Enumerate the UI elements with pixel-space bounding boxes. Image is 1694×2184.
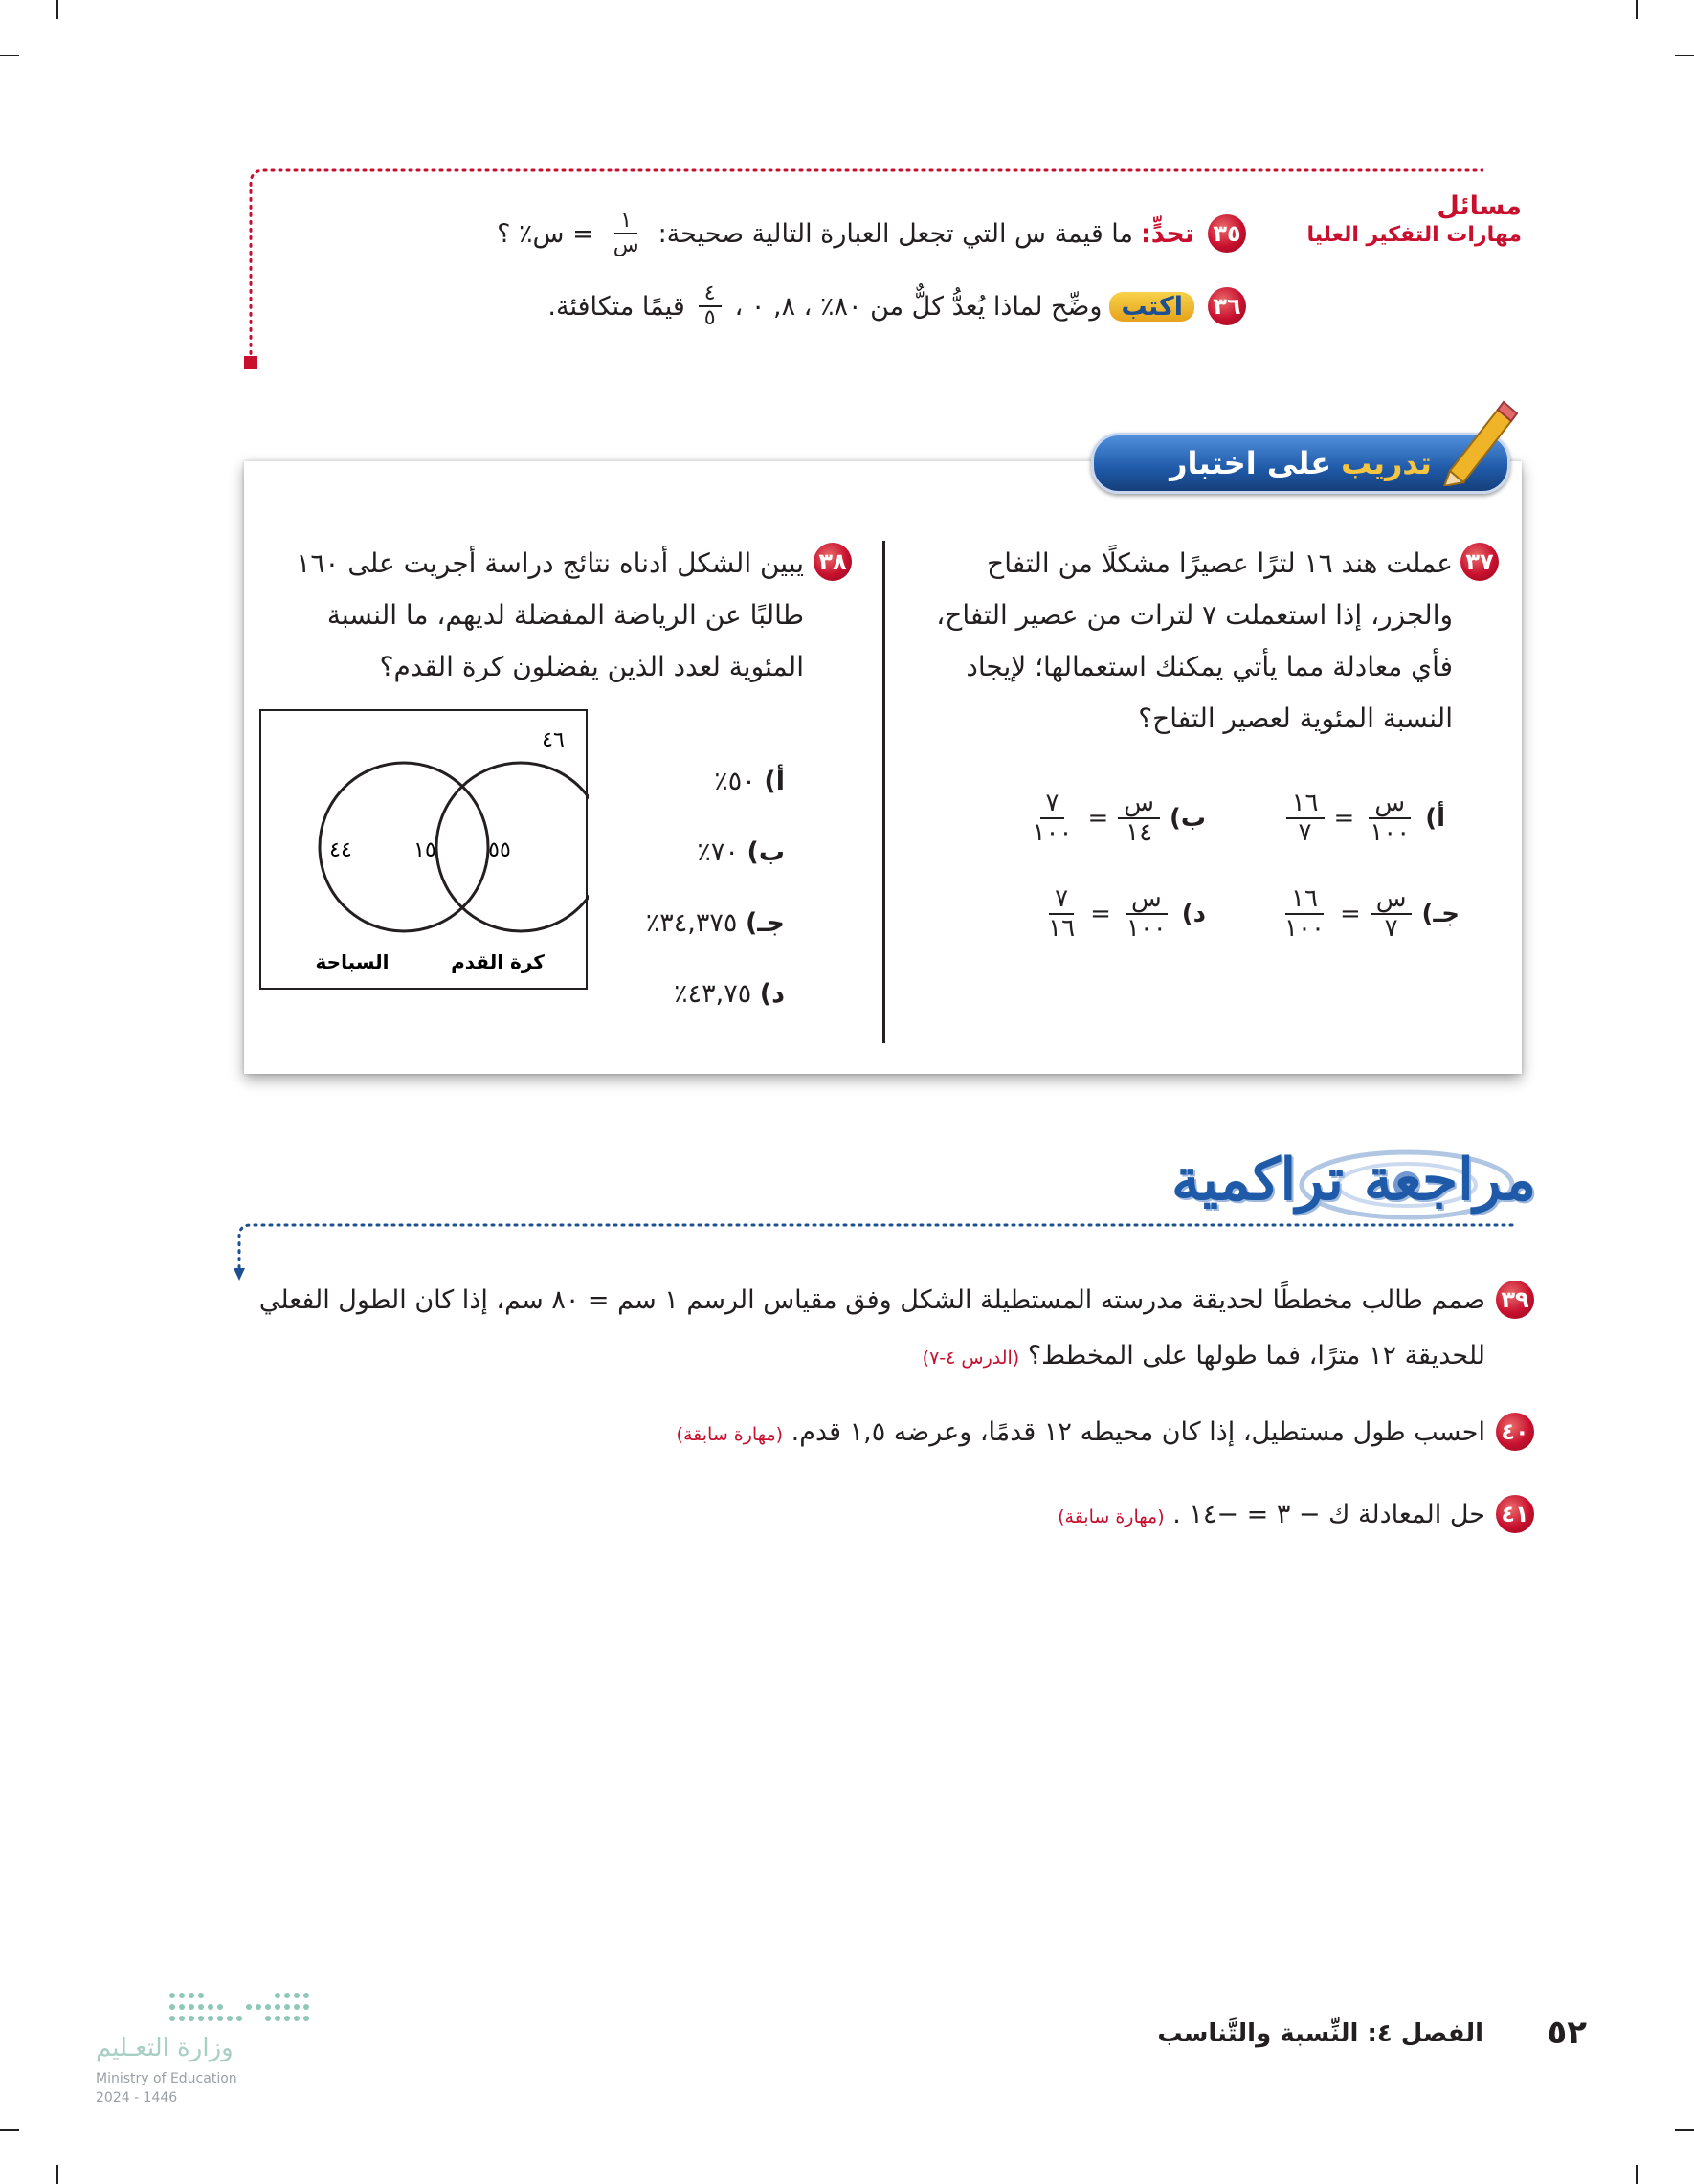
option-value: ٤٣,٧٥٪ xyxy=(674,979,752,1009)
skill-reference: (مهارة سابقة) xyxy=(676,1424,784,1445)
venn-right-value: ٥٥ xyxy=(488,838,511,862)
answer-option[interactable] xyxy=(613,747,785,817)
fraction-denominator: ١٤ xyxy=(1126,817,1153,847)
question-number: ٣٨ xyxy=(814,543,852,581)
fraction-denominator: ١٠٠ xyxy=(1126,913,1167,943)
section-title: مسائل xyxy=(1437,191,1522,221)
question-text: احسب طول مستطيل، إذا كان محيطه ١٢ قدمًا، وعرضه ١,٥ قدم. xyxy=(791,1417,1485,1447)
question-text-line: يبين الشكل أدناه نتائج دراسة أجريت على ١٦٠ xyxy=(296,547,804,579)
banner-text: على اختبار xyxy=(1170,445,1332,481)
option-label: أ) xyxy=(1425,803,1445,833)
venn-both-value: ١٥ xyxy=(413,838,436,862)
answer-option[interactable] xyxy=(613,959,785,1030)
question-text-line: للحديقة ١٢ مترًا، فما طولها على المخطط؟ xyxy=(1027,1341,1485,1371)
ministry-name-en: Ministry of Education xyxy=(96,2071,237,2086)
answer-option[interactable]: جـ) $\frac{\text{س}}{٧}$ = $\frac{١٦}{١٠٠}$ xyxy=(1254,885,1460,942)
banner-highlight: تدريب xyxy=(1341,445,1432,481)
dotted-frame xyxy=(239,163,1483,373)
option-label: جـ) xyxy=(1421,899,1460,928)
venn-left-value: ٤٤ xyxy=(329,838,352,862)
fraction xyxy=(1118,790,1160,846)
option-value: ٣٤,٣٧٥٪ xyxy=(645,908,738,938)
question-text-line: عملت هند ١٦ لترًا عصيرًا مشكلًا من التفاح xyxy=(987,547,1453,579)
venn-left-label: السباحة xyxy=(315,950,390,973)
answer-option[interactable] xyxy=(613,888,785,959)
lesson-reference: (الدرس ٤-٧) xyxy=(922,1348,1020,1369)
crop-mark xyxy=(1636,0,1638,19)
venn-right-label: كرة القدم xyxy=(451,950,545,973)
question-number: ٣٦ xyxy=(1208,287,1246,325)
option-label: ب) xyxy=(1169,803,1206,833)
option-label: ب) xyxy=(747,837,785,867)
answer-option[interactable]: أ) $\frac{\text{س}}{١٠٠}$ = $\frac{١٦}{٧}$ xyxy=(1254,790,1445,846)
fraction xyxy=(1042,885,1081,942)
option-label: أ) xyxy=(764,767,785,796)
option-value: ٥٠٪ xyxy=(714,767,756,796)
ministry-name-ar: وزارة التعـليم xyxy=(96,2034,234,2062)
crop-mark xyxy=(1675,2129,1694,2131)
question-text-line: فأي معادلة مما يأتي يمكنك استعمالها؛ لإيجاد xyxy=(966,651,1453,682)
question-text: ما قيمة س التي تجعل العبارة التالية صحيحة: xyxy=(658,218,1133,249)
question-37 xyxy=(879,538,1453,745)
fraction xyxy=(1286,790,1325,846)
chapter-title: الفصل ٤: النِّسبة والتَّناسب xyxy=(1157,2019,1483,2048)
question-number: ٣٧ xyxy=(1460,543,1499,581)
fraction-denominator: ١٠٠ xyxy=(1284,913,1325,943)
question-40 xyxy=(677,1405,1485,1462)
question-text-line: المئوية لعدد الذين يفضلون كرة القدم؟ xyxy=(379,651,804,682)
fraction-numerator: س xyxy=(1369,790,1411,819)
fraction-denominator: ٧ xyxy=(1298,817,1312,847)
venn-outside-value: ٤٦ xyxy=(542,728,565,752)
fraction xyxy=(1279,885,1330,942)
question-tail: = س٪ ؟ xyxy=(497,218,594,249)
pencil-icon xyxy=(1440,394,1519,486)
question-38 xyxy=(268,538,804,693)
fraction-numerator: س xyxy=(1118,790,1160,819)
answer-option[interactable]: ب) $\frac{\text{س}}{١٤}$ = $\frac{٧}{١٠٠}$ xyxy=(1005,790,1206,846)
crop-mark xyxy=(1636,2165,1638,2184)
fraction xyxy=(1121,885,1172,942)
fraction-numerator: ٤ xyxy=(699,282,722,307)
fraction-numerator: ٧ xyxy=(1049,885,1074,915)
question-text-line: طالبًا عن الرياضة المفضلة لديهم، ما النسبة xyxy=(326,599,804,631)
fraction-denominator: ٧ xyxy=(1384,913,1398,943)
fraction-numerator: س xyxy=(1371,885,1413,915)
question-text-line: والجزر، إذا استعملت ٧ لترات من عصير التفاح، xyxy=(936,599,1453,631)
question-36 xyxy=(547,276,1194,337)
answer-option[interactable] xyxy=(613,817,785,888)
question-text: حل المعادلة ك − ٣ = −١٤ . xyxy=(1172,1500,1485,1529)
skill-reference: (مهارة سابقة) xyxy=(1058,1506,1165,1527)
page-number: ٥٢ xyxy=(1547,2014,1587,2052)
question-text: وضِّح لماذا يُعدُّ كلٌّ من ٨٠٪ ، ٨, ٠ ، xyxy=(734,291,1103,322)
crop-mark xyxy=(1675,55,1694,56)
fraction-numerator: س xyxy=(1126,885,1168,915)
crop-mark xyxy=(56,0,58,19)
fraction-denominator: س xyxy=(613,234,639,257)
question-number: ٣٩ xyxy=(1496,1281,1534,1319)
crop-mark xyxy=(0,2129,19,2131)
question-number: ٣٥ xyxy=(1208,214,1246,253)
section-header xyxy=(1306,191,1522,249)
fraction-denominator: ٥ xyxy=(703,306,716,330)
crop-mark xyxy=(56,2165,58,2184)
crop-mark xyxy=(0,55,19,56)
option-value: ٧٠٪ xyxy=(697,837,739,867)
write-label: اكتب xyxy=(1109,292,1194,322)
section-subtitle: مهارات التفكير العليا xyxy=(1306,223,1522,247)
option-label: د) xyxy=(1181,899,1206,928)
fraction-numerator: ١٦ xyxy=(1286,790,1325,819)
answer-option[interactable]: د) $\frac{\text{س}}{١٠٠}$ = $\frac{٧}{١٦}$ xyxy=(1005,885,1206,942)
q38-options xyxy=(613,747,785,1030)
question-label: تحدٍّ: xyxy=(1141,218,1194,249)
question-number: ٤٠ xyxy=(1496,1413,1534,1451)
option-label: د) xyxy=(759,979,785,1009)
question-35 xyxy=(497,203,1194,264)
fraction-numerator: ١ xyxy=(614,210,637,234)
fraction xyxy=(1027,790,1079,846)
fraction-numerator: ٧ xyxy=(1040,790,1065,819)
venn-diagram xyxy=(258,708,589,991)
fraction-numerator: ١٦ xyxy=(1285,885,1324,915)
cumulative-review-title: مراجعة تراكمية xyxy=(1170,1147,1536,1214)
question-number: ٤١ xyxy=(1496,1495,1534,1533)
question-text-line: النسبة المئوية لعصير التفاح؟ xyxy=(1138,702,1453,734)
question-text-line: صمم طالب مخططًا لحديقة مدرسته المستطيلة الشكل وفق مقياس الرسم ١ سم = ٨٠ سم، إذا كان الطول الفعلي xyxy=(258,1285,1485,1315)
edition-year: 2024 - 1446 xyxy=(96,2090,178,2106)
fraction-denominator: ١٠٠ xyxy=(1032,817,1073,847)
question-41 xyxy=(1058,1487,1485,1545)
question-tail: قيمًا متكافئة. xyxy=(547,291,685,322)
fraction xyxy=(1364,790,1415,846)
fraction xyxy=(1371,885,1413,942)
ministry-logo-icon xyxy=(163,1986,316,2034)
fraction-denominator: ١٦ xyxy=(1048,913,1076,943)
question-39 xyxy=(241,1273,1485,1386)
fraction xyxy=(608,210,645,257)
fraction-denominator: ١٠٠ xyxy=(1370,817,1411,847)
option-label: جـ) xyxy=(745,908,785,938)
fraction xyxy=(699,282,722,330)
